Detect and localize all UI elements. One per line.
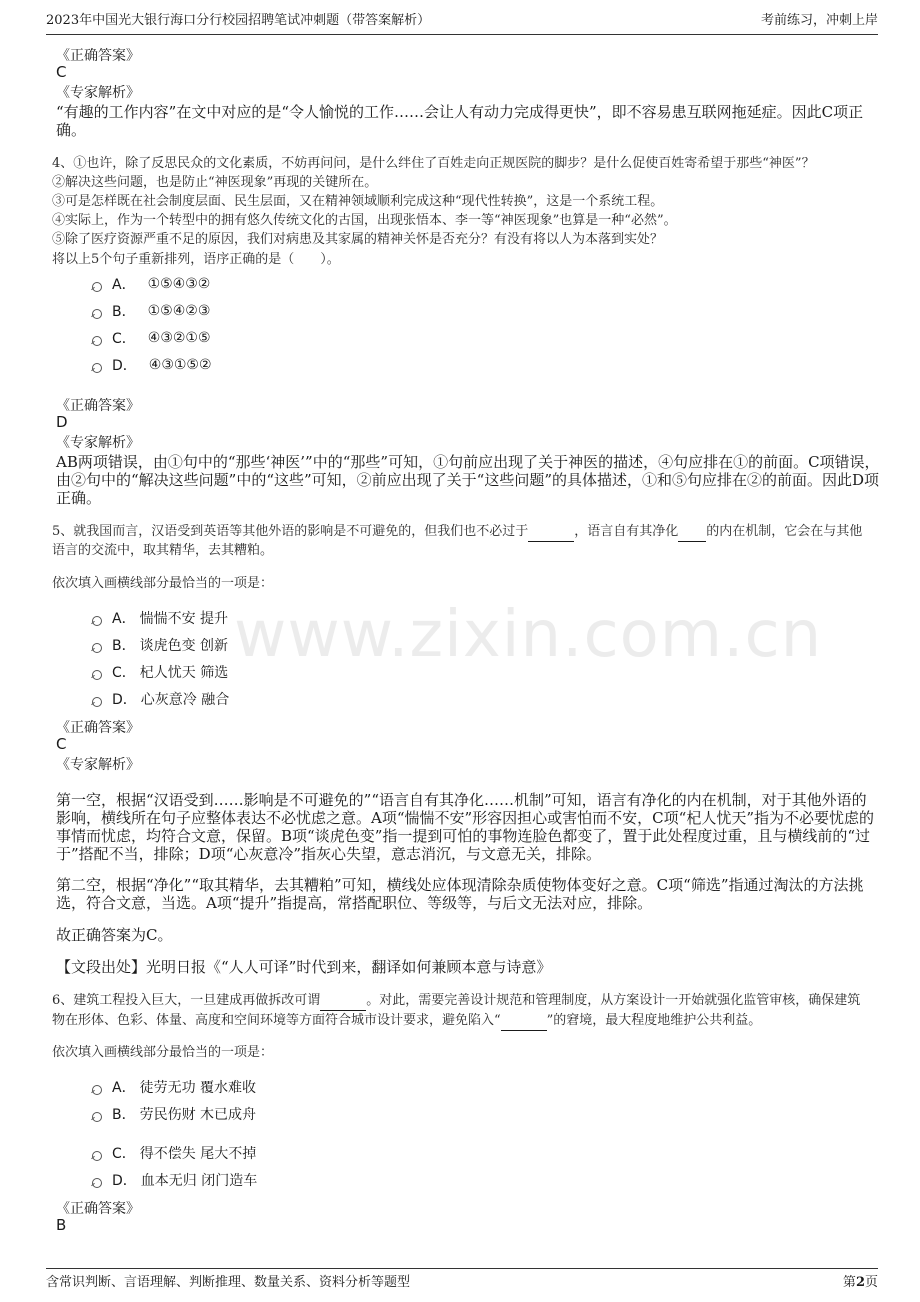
radio-icon[interactable] [92, 282, 102, 292]
correct-answer: B [56, 1216, 67, 1234]
question-5-stem [52, 522, 862, 542]
analysis-line: 第一空，根据“汉语受到……影响是不可避免的”“语言自有其净化……机制”可知，语言有净化的内在机制，对于其他外语的 [56, 791, 867, 809]
analysis-line: 影响，横线所在句子应整体表达不必忧虑之意。A项“惴惴不安”形容因担心或害怕而不安，C项“杞人忧天”指为不必要忧虑的 [56, 809, 874, 827]
question-4-sentence: ⑤除了医疗资源严重不足的原因，我们对病患及其家属的精神关怀是否充分？有没有将以人为本落到实处？ [52, 232, 664, 247]
option-a[interactable] [92, 274, 210, 294]
option-text: 谈虎色变 创新 [139, 638, 229, 654]
question-4-sentence: ④实际上，作为一个转型中的拥有悠久传统文化的古国，出现张悟本、李一等“神医现象”也算是一种“必然”。 [52, 213, 677, 228]
option-letter: A． [112, 1080, 136, 1096]
option-letter: C． [112, 331, 136, 347]
conclusion: 故正确答案为C。 [56, 926, 173, 944]
radio-icon[interactable] [92, 363, 102, 373]
option-letter: A． [112, 277, 136, 293]
option-letter: C． [112, 665, 136, 681]
option-letter: C． [112, 1146, 136, 1162]
analysis-line: 由②句中的“解决这些问题”中的“这些”可知，②前应出现了关于“这些问题”的具体描述，①和⑤句应排在②的前面。因此D项 [56, 471, 880, 489]
analysis-label: 《专家解析》 [56, 85, 140, 101]
radio-icon[interactable] [92, 336, 102, 346]
option-b[interactable] [92, 1104, 256, 1124]
stem-text: 。对此，需要完善设计规范和管理制度，从方案设计一开始就强化监管审核，确保建筑 [366, 993, 861, 1008]
stem-text: ”的窘境，最大程度地维护公共利益。 [546, 1013, 762, 1028]
source-citation: 【文段出处】光明日报《“人人可译”时代到来，翻译如何兼顾本意与诗意》 [56, 958, 552, 976]
radio-icon[interactable] [92, 616, 102, 626]
correct-answer: D [56, 413, 68, 431]
option-b[interactable] [92, 635, 228, 655]
option-text: 杞人忧天 筛选 [139, 665, 229, 681]
header-slogan: 考前练习，冲刺上岸 [760, 13, 878, 28]
option-text: ①⑤④②③ [147, 303, 211, 319]
option-text: 劳民伤财 木已成舟 [139, 1107, 257, 1123]
option-d[interactable] [92, 1170, 257, 1190]
fill-blank [528, 522, 574, 542]
analysis-label: 《专家解析》 [56, 435, 140, 451]
option-letter: D． [112, 692, 137, 708]
footer-note: 含常识判断、言语理解、判断推理、数量关系、资料分析等题型 [46, 1275, 411, 1290]
question-5-prompt: 依次填入画横线部分最恰当的一项是： [52, 576, 274, 591]
radio-icon[interactable] [92, 1112, 102, 1122]
option-letter: B． [112, 1107, 136, 1123]
question-6-stem-cont [52, 1011, 761, 1031]
radio-icon[interactable] [92, 643, 102, 653]
correct-answer-label: 《正确答案》 [56, 398, 140, 414]
radio-icon[interactable] [92, 1151, 102, 1161]
stem-text: 的内在机制，它会在与其他 [706, 524, 863, 539]
page-num: 2 [855, 1275, 865, 1290]
option-letter: D． [112, 1173, 137, 1189]
analysis-line: “有趣的工作内容”在文中对应的是“令人愉悦的工作……会让人有动力完成得更快”，即不容易患互联网拖延症。因此C项正 [56, 103, 864, 121]
option-letter: A． [112, 611, 136, 627]
option-c[interactable] [92, 1143, 256, 1163]
option-text: 得不偿失 尾大不掉 [139, 1146, 257, 1162]
radio-icon[interactable] [92, 670, 102, 680]
fill-blank [320, 991, 366, 1011]
correct-answer-label: 《正确答案》 [56, 720, 140, 736]
radio-icon[interactable] [92, 309, 102, 319]
stem-text: 6、建筑工程投入巨大，一旦建成再做拆改可谓 [52, 993, 321, 1008]
page-prefix: 第 [842, 1275, 856, 1290]
option-text: 血本无归 闭门造车 [140, 1173, 258, 1189]
option-c[interactable] [92, 662, 228, 682]
stem-text: 5、就我国而言，汉语受到英语等其他外语的影响是不可避免的，但我们也不必过于 [52, 524, 529, 539]
option-text: 心灰意冷 融合 [140, 692, 230, 708]
correct-answer: C [56, 735, 67, 753]
stem-text: ，语言自有其净化 [574, 524, 679, 539]
option-text: ④③①⑤② [148, 357, 212, 373]
radio-icon[interactable] [92, 1085, 102, 1095]
option-d[interactable] [92, 689, 229, 709]
option-letter: B． [112, 304, 136, 320]
correct-answer-label: 《正确答案》 [56, 48, 140, 64]
analysis-line: AB两项错误，由①句中的“那些‘神医’”中的“那些”可知，①句前应出现了关于神医的描述，④句应排在①的前面。C项错误， [56, 453, 880, 471]
option-letter: B． [112, 638, 136, 654]
option-a[interactable] [92, 1077, 256, 1097]
page-footer [46, 1268, 878, 1293]
radio-icon[interactable] [92, 1178, 102, 1188]
document-title: 2023年中国光大银行海口分行校园招聘笔试冲刺题（带答案解析） [46, 13, 431, 28]
page-suffix: 页 [864, 1275, 878, 1290]
radio-icon[interactable] [92, 697, 102, 707]
question-6-stem [52, 991, 860, 1011]
page-number [843, 1271, 878, 1293]
option-d[interactable] [92, 355, 212, 375]
option-b[interactable] [92, 301, 210, 321]
option-text: 徒劳无功 覆水难收 [139, 1080, 257, 1096]
analysis-line: 正确。 [56, 489, 102, 507]
analysis-line: 选，符合文意，当选。A项“提升”指提高，常搭配职位、等级等，与后文无法对应，排除。 [56, 894, 653, 912]
option-a[interactable] [92, 608, 228, 628]
option-text: 惴惴不安 提升 [139, 611, 229, 627]
analysis-line: 第二空，根据“净化”“取其精华，去其糟粕”可知，横线处应体现清除杂质使物体变好之意。C项“筛选”指通过淘汰的方法挑 [56, 876, 864, 894]
correct-answer-label: 《正确答案》 [56, 1201, 140, 1217]
option-c[interactable] [92, 328, 211, 348]
page-header [46, 10, 878, 35]
question-4-stem: 4、①也许，除了反思民众的文化素质，不妨再问问，是什么绊住了百姓走向正规医院的脚步？是什么促使百姓寄希望于那些“神医”？ [52, 156, 815, 171]
analysis-label: 《专家解析》 [56, 757, 140, 773]
stem-text: 物在形体、色彩、体量、高度和空间环境等方面符合城市设计要求，避免陷入“ [52, 1013, 501, 1028]
analysis-line: 事情而忧虑，均符合文意，保留。B项“谈虎色变”指一提到可怕的事物连脸色都变了，置于此处程度过重，且与横线前的“过 [56, 827, 871, 845]
correct-answer: C [56, 63, 67, 81]
analysis-line: 确。 [56, 121, 87, 139]
question-6-prompt: 依次填入画横线部分最恰当的一项是： [52, 1045, 274, 1060]
question-5-stem-cont: 语言的交流中，取其精华，去其糟粕。 [52, 543, 274, 558]
fill-blank [678, 522, 706, 542]
option-text: ①⑤④③② [147, 276, 211, 292]
question-4-sentence: ③可是怎样既在社会制度层面、民生层面，又在精神领域顺利完成这种“现代性转换”，这是一个系统工程。 [52, 194, 664, 209]
option-text: ④③②①⑤ [147, 330, 211, 346]
question-4-sentence: ②解决这些问题，也是防止“神医现象”再现的关键所在。 [52, 175, 378, 190]
watermark: www.zixin.com.cn [234, 598, 823, 672]
fill-blank [501, 1011, 547, 1031]
analysis-line: 于”搭配不当，排除；D项“心灰意冷”指灰心失望，意志消沉，与文意无关，排除。 [56, 845, 602, 863]
question-4-prompt: 将以上5个句子重新排列，语序正确的是（ ）。 [52, 252, 340, 267]
option-letter: D． [112, 358, 137, 374]
